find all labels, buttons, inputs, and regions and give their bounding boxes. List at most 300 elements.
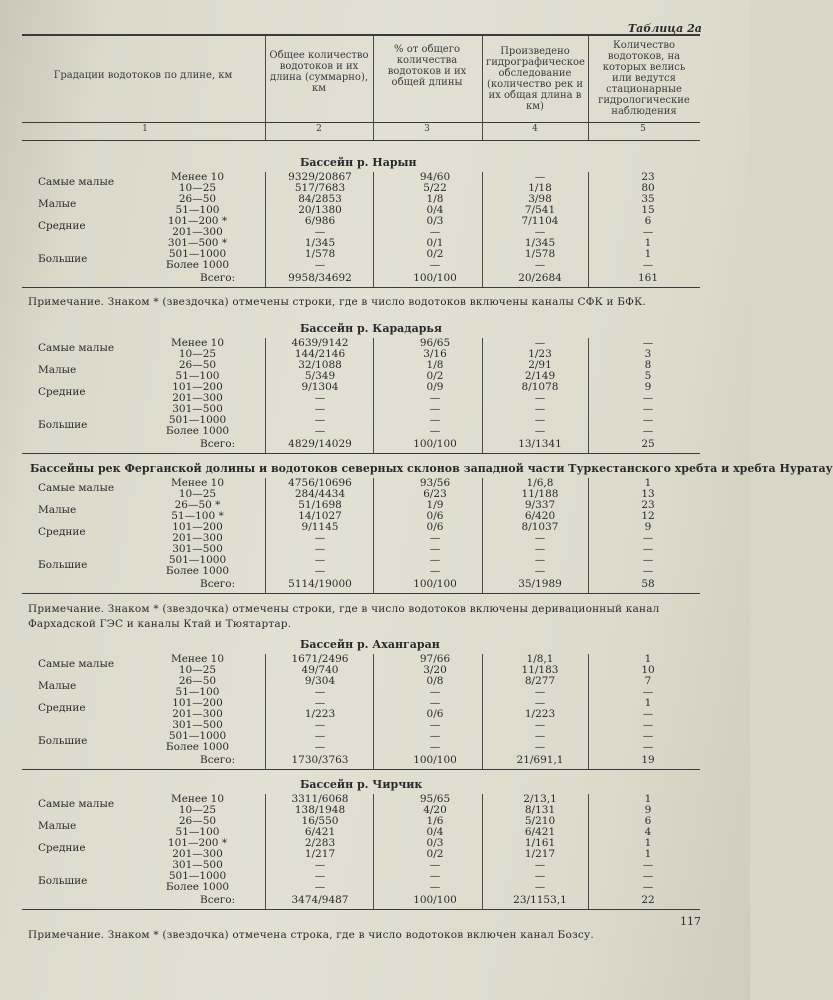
cell-total: — [314, 859, 326, 871]
cell-range: 201—300 [172, 708, 223, 720]
cell-range: Менее 10 [170, 337, 225, 349]
cell-group: Малые [38, 504, 77, 516]
cell-group: Средние [38, 220, 86, 232]
total-st: 161 [637, 272, 659, 284]
cell-group: Средние [38, 386, 86, 398]
cell-pct: 94/60 [419, 171, 451, 183]
cell-st: 1 [644, 237, 652, 249]
cell-obs: — [534, 730, 546, 742]
cell-range: Менее 10 [170, 793, 225, 805]
cell-pct: 97/66 [419, 653, 451, 665]
cell-total: 6/986 [304, 215, 336, 227]
cell-obs: 6/421 [524, 826, 556, 838]
header-col-5: Количество водотоков, на которых велись или ведутся стационарные гидрологические наблюдения [598, 40, 690, 117]
cell-range: 10—25 [178, 804, 217, 816]
cell-st: — [642, 392, 654, 404]
cell-obs: 1/18 [528, 182, 552, 194]
cell-obs: 1/345 [524, 237, 556, 249]
cell-obs: — [534, 881, 546, 893]
total-pct: 100/100 [413, 894, 457, 906]
cell-range: 101—200 * [167, 215, 228, 227]
total-pct: 100/100 [413, 754, 457, 766]
table-row [0, 805, 750, 816]
cell-total: 51/1698 [298, 499, 342, 511]
cell-pct: 4/20 [423, 804, 447, 816]
total-pct: 100/100 [413, 438, 457, 450]
total-obs: 21/691,1 [516, 754, 564, 766]
cell-pct: 0/1 [426, 237, 444, 249]
cell-st: — [642, 565, 654, 577]
cell-total: — [314, 870, 326, 882]
cell-range: Менее 10 [170, 171, 225, 183]
table-row [0, 827, 750, 838]
table-row [0, 720, 750, 731]
cell-st: 12 [641, 510, 655, 522]
cell-obs: 1/6,8 [526, 477, 554, 489]
cell-pct: — [429, 543, 441, 555]
cell-pct: 0/2 [426, 248, 444, 260]
cell-range: 501—1000 [168, 248, 227, 260]
cell-total: 16/550 [301, 815, 339, 827]
cell-range: 501—1000 [168, 870, 227, 882]
cell-obs: — [534, 719, 546, 731]
cell-pct: — [429, 870, 441, 882]
cell-pct: 93/56 [419, 477, 451, 489]
cell-range: 301—500 [172, 543, 223, 555]
total-label: Всего: [200, 272, 236, 284]
total-st: 25 [641, 438, 655, 450]
cell-pct: 0/4 [426, 826, 444, 838]
cell-group: Самые малые [38, 658, 115, 670]
cell-total: 4756/10696 [288, 477, 352, 489]
cell-total: 4639/9142 [291, 337, 349, 349]
cell-range: 10—25 [178, 664, 217, 676]
cell-total: 1/578 [304, 248, 336, 260]
cell-total: 517/7683 [294, 182, 346, 194]
cell-range: 26—50 [178, 359, 217, 371]
cell-range: 51—100 [175, 826, 220, 838]
cell-obs: 1/578 [524, 248, 556, 260]
section-bottom-rule [22, 909, 700, 910]
cell-st: 7 [644, 675, 652, 687]
cell-obs: 11/183 [521, 664, 559, 676]
cell-st: 23 [641, 499, 655, 511]
cell-range: 26—50 [178, 675, 217, 687]
cell-obs: 1/161 [524, 837, 556, 849]
total-total: 5114/19000 [288, 578, 352, 590]
cell-range: 201—300 [172, 532, 223, 544]
cell-pct: 6/23 [423, 488, 447, 500]
cell-range: 101—200 [172, 521, 223, 533]
section-title: Бассейн р. Чирчик [300, 778, 423, 791]
cell-total: 5/349 [304, 370, 336, 382]
cell-range: Более 1000 [165, 741, 230, 753]
cell-total: — [314, 686, 326, 698]
cell-st: 10 [641, 664, 655, 676]
cell-pct: 0/2 [426, 370, 444, 382]
total-label: Всего: [200, 754, 236, 766]
table-row [0, 371, 750, 382]
cell-st: — [642, 719, 654, 731]
section-title: Бассейн р. Нарын [300, 156, 417, 169]
cell-group: Большие [38, 875, 88, 887]
cell-obs: — [534, 532, 546, 544]
cell-total: — [314, 697, 326, 709]
cell-range: Более 1000 [165, 881, 230, 893]
table-row [0, 742, 750, 753]
cell-pct: — [429, 554, 441, 566]
cell-pct: — [429, 226, 441, 238]
cell-obs: — [534, 686, 546, 698]
cell-range: 51—100 [175, 370, 220, 382]
cell-st: — [642, 741, 654, 753]
section-title: Бассейн р. Карадарья [300, 322, 443, 335]
cell-st: 1 [644, 793, 652, 805]
page-number: 117 [680, 915, 701, 928]
cell-total: — [314, 226, 326, 238]
cell-total: 49/740 [301, 664, 339, 676]
cell-pct: 0/4 [426, 204, 444, 216]
cell-pct: 1/6 [426, 815, 444, 827]
cell-total: — [314, 425, 326, 437]
cell-total: — [314, 259, 326, 271]
total-obs: 20/2684 [518, 272, 562, 284]
cell-group: Самые малые [38, 798, 115, 810]
header-divider [482, 36, 483, 140]
cell-st: 9 [644, 381, 652, 393]
cell-total: — [314, 543, 326, 555]
cell-pct: 0/9 [426, 381, 444, 393]
cell-pct: 95/65 [419, 793, 451, 805]
header-col-4: Произведено гидрографическое обследование (количество рек и их общая длина в км) [486, 46, 585, 112]
cell-range: 26—50 [178, 815, 217, 827]
cell-total: 1/217 [304, 848, 336, 860]
cell-group: Самые малые [38, 176, 115, 188]
total-st: 58 [641, 578, 655, 590]
cell-pct: 0/6 [426, 708, 444, 720]
total-label: Всего: [200, 894, 236, 906]
cell-total: 1671/2496 [291, 653, 349, 665]
cell-obs: — [534, 414, 546, 426]
total-row [0, 755, 750, 766]
section-title: Бассейны рек Ферганской долины и водотоков северных склонов западной части Туркестанского хребта и хребта Нуратау [30, 462, 833, 475]
table-row [0, 183, 750, 194]
cell-st: 1 [644, 837, 652, 849]
cell-total: 20/1380 [298, 204, 342, 216]
cell-pct: 5/22 [423, 182, 447, 194]
cell-pct: — [429, 686, 441, 698]
cell-obs: — [534, 543, 546, 555]
total-total: 3474/9487 [291, 894, 349, 906]
total-row [0, 273, 750, 284]
cell-total: — [314, 392, 326, 404]
table-row [0, 511, 750, 522]
cell-pct: — [429, 741, 441, 753]
cell-st: — [642, 870, 654, 882]
cell-obs: 2/91 [528, 359, 552, 371]
cell-st: 1 [644, 653, 652, 665]
cell-pct: — [429, 859, 441, 871]
cell-obs: 1/223 [524, 708, 556, 720]
cell-st: — [642, 226, 654, 238]
col-number: 3 [424, 124, 430, 134]
cell-obs: — [534, 554, 546, 566]
cell-range: Более 1000 [165, 259, 230, 271]
cell-obs: — [534, 565, 546, 577]
cell-total: 9/1304 [301, 381, 339, 393]
total-total: 1730/3763 [291, 754, 349, 766]
cell-obs: 6/420 [524, 510, 556, 522]
cell-total: — [314, 730, 326, 742]
cell-range: 10—25 [178, 348, 217, 360]
table-row [0, 260, 750, 271]
cell-total: 9329/20867 [288, 171, 352, 183]
cell-st: — [642, 259, 654, 271]
cell-st: 13 [641, 488, 655, 500]
cell-st: 4 [644, 826, 652, 838]
cell-st: 80 [641, 182, 655, 194]
cell-st: — [642, 708, 654, 720]
section-bottom-rule [22, 769, 700, 770]
cell-total: 1/345 [304, 237, 336, 249]
table-row [0, 544, 750, 555]
table-row [0, 227, 750, 238]
cell-pct: — [429, 697, 441, 709]
cell-range: Менее 10 [170, 653, 225, 665]
cell-st: 1 [644, 848, 652, 860]
cell-pct: — [429, 719, 441, 731]
cell-pct: 0/3 [426, 837, 444, 849]
table-row [0, 426, 750, 437]
cell-group: Малые [38, 198, 77, 210]
total-label: Всего: [200, 578, 236, 590]
cell-range: 201—300 [172, 226, 223, 238]
cell-range: 51—100 [175, 686, 220, 698]
section-title: Бассейн р. Ахангаран [300, 638, 440, 651]
table-row [0, 489, 750, 500]
total-st: 19 [641, 754, 655, 766]
cell-range: 301—500 [172, 859, 223, 871]
cell-total: 32/1088 [298, 359, 342, 371]
header-top-rule [22, 34, 700, 36]
header-divider [588, 36, 589, 140]
table-row [0, 404, 750, 415]
cell-st: — [642, 859, 654, 871]
cell-range: 301—500 [172, 719, 223, 731]
cell-obs: — [534, 337, 546, 349]
section-note: Примечание. Знаком * (звездочка) отмечены строки, где в число водотоков включены деривационный канал Фархадской ГЭС и каналы Ктай и Тюятартар. [28, 603, 660, 630]
section-note: Примечание. Знаком * (звездочка) отмечена строка, где в число водотоков включен канал Бозсу. [28, 929, 594, 941]
cell-range: 201—300 [172, 848, 223, 860]
cell-group: Средние [38, 842, 86, 854]
cell-range: Более 1000 [165, 565, 230, 577]
cell-st: — [642, 532, 654, 544]
cell-st: 6 [644, 815, 652, 827]
header-col-1: Градации водотоков по длине, км [53, 70, 233, 81]
table-row [0, 687, 750, 698]
header-mid-rule [22, 122, 700, 123]
cell-st: — [642, 554, 654, 566]
cell-total: — [314, 719, 326, 731]
cell-pct: — [429, 881, 441, 893]
cell-total: — [314, 554, 326, 566]
cell-obs: — [534, 870, 546, 882]
cell-group: Малые [38, 820, 77, 832]
total-st: 22 [641, 894, 655, 906]
cell-group: Малые [38, 680, 77, 692]
cell-group: Большие [38, 419, 88, 431]
cell-pct: — [429, 403, 441, 415]
cell-st: — [642, 425, 654, 437]
cell-obs: 2/149 [524, 370, 556, 382]
cell-group: Самые малые [38, 482, 115, 494]
cell-obs: — [534, 859, 546, 871]
cell-obs: 8/1037 [521, 521, 559, 533]
cell-group: Большие [38, 559, 88, 571]
header-bottom-rule [22, 140, 700, 141]
total-total: 9958/34692 [288, 272, 352, 284]
cell-obs: 8/1078 [521, 381, 559, 393]
cell-group: Большие [38, 735, 88, 747]
cell-total: 9/1145 [301, 521, 339, 533]
cell-range: 26—50 [178, 193, 217, 205]
cell-st: 5 [644, 370, 652, 382]
cell-range: 51—100 [175, 204, 220, 216]
table-row [0, 349, 750, 360]
cell-range: 501—1000 [168, 730, 227, 742]
cell-st: — [642, 686, 654, 698]
table-row [0, 860, 750, 871]
cell-pct: — [429, 532, 441, 544]
cell-total: 3311/6068 [291, 793, 349, 805]
cell-obs: — [534, 741, 546, 753]
header-col-3: % от общего количества водотоков и их общей длины [387, 44, 467, 88]
cell-obs: 7/541 [524, 204, 556, 216]
section-bottom-rule [22, 287, 700, 288]
cell-obs: 1/23 [528, 348, 552, 360]
cell-st: 35 [641, 193, 655, 205]
cell-total: — [314, 565, 326, 577]
cell-obs: 3/98 [528, 193, 552, 205]
cell-obs: — [534, 392, 546, 404]
section-bottom-rule [22, 453, 700, 454]
cell-group: Средние [38, 526, 86, 538]
cell-st: 9 [644, 521, 652, 533]
table-row [0, 882, 750, 893]
header-divider [373, 36, 374, 140]
cell-range: 101—200 * [167, 837, 228, 849]
cell-pct: 1/8 [426, 359, 444, 371]
table-row [0, 849, 750, 860]
header-col-2: Общее количество водотоков и их длина (суммарно), км [269, 50, 369, 94]
cell-range: 501—1000 [168, 414, 227, 426]
cell-group: Самые малые [38, 342, 115, 354]
cell-range: 26—50 * [174, 499, 221, 511]
cell-st: 8 [644, 359, 652, 371]
cell-pct: — [429, 259, 441, 271]
cell-pct: 3/16 [423, 348, 447, 360]
cell-range: 101—200 [172, 381, 223, 393]
cell-group: Малые [38, 364, 77, 376]
total-total: 4829/14029 [288, 438, 352, 450]
cell-total: 284/4434 [294, 488, 346, 500]
cell-st: 1 [644, 697, 652, 709]
cell-pct: 1/8 [426, 193, 444, 205]
cell-obs: — [534, 697, 546, 709]
cell-pct: 96/65 [419, 337, 451, 349]
cell-group: Средние [38, 702, 86, 714]
cell-pct: 0/3 [426, 215, 444, 227]
table-title: Таблица 2а [628, 22, 702, 35]
header-divider [265, 36, 266, 140]
col-number: 5 [640, 124, 646, 134]
cell-range: 101—200 [172, 697, 223, 709]
total-pct: 100/100 [413, 272, 457, 284]
cell-st: 6 [644, 215, 652, 227]
cell-pct: 0/6 [426, 510, 444, 522]
section-bottom-rule [22, 593, 700, 594]
cell-range: Менее 10 [170, 477, 225, 489]
cell-pct: 0/6 [426, 521, 444, 533]
total-row [0, 895, 750, 906]
cell-total: 14/1027 [298, 510, 342, 522]
table-row [0, 566, 750, 577]
cell-total: — [314, 881, 326, 893]
cell-range: 201—300 [172, 392, 223, 404]
cell-obs: — [534, 425, 546, 437]
cell-pct: 0/2 [426, 848, 444, 860]
table-row [0, 393, 750, 404]
cell-obs: 9/337 [524, 499, 556, 511]
cell-total: 9/304 [304, 675, 336, 687]
cell-st: 1 [644, 477, 652, 489]
cell-obs: 8/277 [524, 675, 556, 687]
total-obs: 23/1153,1 [513, 894, 567, 906]
cell-total: 84/2853 [298, 193, 342, 205]
cell-obs: 1/217 [524, 848, 556, 860]
cell-total: — [314, 414, 326, 426]
cell-pct: 3/20 [423, 664, 447, 676]
total-obs: 35/1989 [518, 578, 562, 590]
total-pct: 100/100 [413, 578, 457, 590]
cell-pct: 1/9 [426, 499, 444, 511]
cell-group: Большие [38, 253, 88, 265]
col-number: 4 [532, 124, 538, 134]
total-label: Всего: [200, 438, 236, 450]
cell-st: 9 [644, 804, 652, 816]
cell-total: 1/223 [304, 708, 336, 720]
cell-total: — [314, 403, 326, 415]
cell-obs: — [534, 226, 546, 238]
cell-st: 3 [644, 348, 652, 360]
section-note: Примечание. Знаком * (звездочка) отмечены строки, где в число водотоков включены каналы СФК и БФК. [28, 296, 646, 308]
col-number: 2 [316, 124, 322, 134]
cell-st: — [642, 337, 654, 349]
cell-obs: 11/188 [521, 488, 559, 500]
cell-st: — [642, 403, 654, 415]
cell-obs: — [534, 171, 546, 183]
cell-st: — [642, 414, 654, 426]
cell-range: 501—1000 [168, 554, 227, 566]
cell-obs: — [534, 259, 546, 271]
table-row [0, 238, 750, 249]
cell-pct: — [429, 414, 441, 426]
cell-total: 2/283 [304, 837, 336, 849]
table-row [0, 665, 750, 676]
cell-range: 10—25 [178, 182, 217, 194]
cell-range: 301—500 * [167, 237, 228, 249]
cell-total: 6/421 [304, 826, 336, 838]
